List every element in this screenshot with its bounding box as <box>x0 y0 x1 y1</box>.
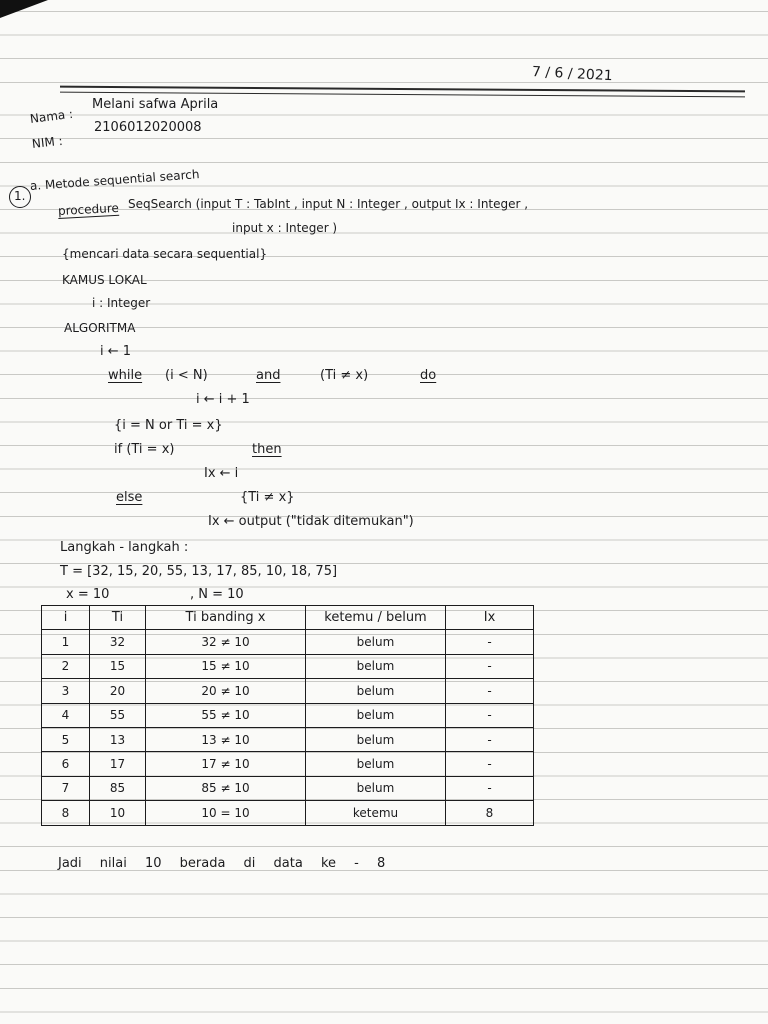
steps-heading: Langkah - langkah : <box>60 540 189 555</box>
cell-i: 3 <box>42 679 90 703</box>
col-header-ti: Ti <box>90 606 146 630</box>
procedure-keyword: procedure <box>57 200 120 218</box>
n-value: , N = 10 <box>190 587 244 602</box>
cell-compare: 13 ≠ 10 <box>146 727 306 751</box>
cell-ti: 85 <box>90 776 146 800</box>
cell-i: 2 <box>42 654 90 678</box>
cell-status: belum <box>306 654 446 678</box>
table-row <box>42 679 534 703</box>
array-definition: T = [32, 15, 20, 55, 13, 17, 85, 10, 18, 75] <box>60 564 338 579</box>
table-row <box>42 630 534 654</box>
procedure-signature: SeqSearch (input T : TabInt , input N : Integer , output Ix : Integer , <box>128 197 529 211</box>
cell-status: belum <box>306 679 446 703</box>
if-line: if (Ti = x) <box>114 442 175 457</box>
cell-ix: - <box>446 630 534 654</box>
cell-ix: - <box>446 703 534 727</box>
and-keyword: and <box>256 368 281 383</box>
cell-i: 1 <box>42 630 90 654</box>
cell-status: belum <box>306 727 446 751</box>
cell-compare: 20 ≠ 10 <box>146 679 306 703</box>
assign-line: Ix ← i <box>204 466 239 481</box>
conclusion: Jadi nilai 10 berada di data ke - 8 <box>58 856 386 871</box>
section-title: a. Metode sequential search <box>29 167 200 193</box>
do-keyword: do <box>420 368 437 383</box>
cell-compare: 55 ≠ 10 <box>146 703 306 727</box>
cell-i: 4 <box>42 703 90 727</box>
table-row <box>42 752 534 776</box>
cell-ix: - <box>446 679 534 703</box>
while-keyword: while <box>108 368 143 383</box>
trace-table <box>41 605 533 826</box>
cell-i: 8 <box>42 801 90 825</box>
cell-compare: 10 = 10 <box>146 801 306 825</box>
col-header-compare: Ti banding x <box>146 606 306 630</box>
procedure-comment: {mencari data secara sequential} <box>62 247 268 261</box>
question-number: 1. <box>14 189 26 203</box>
cell-compare: 85 ≠ 10 <box>146 776 306 800</box>
algo-init: i ← 1 <box>100 344 132 359</box>
kamus-heading: KAMUS LOKAL <box>62 273 147 287</box>
x-value: x = 10 <box>66 587 110 602</box>
table-row <box>42 801 534 825</box>
cell-status: ketemu <box>306 801 446 825</box>
procedure-signature-2: input x : Integer ) <box>232 221 338 235</box>
while-condition-2: (Ti ≠ x) <box>320 368 369 383</box>
cell-ti: 13 <box>90 727 146 751</box>
nim-label: NIM : <box>31 133 64 151</box>
cell-i: 5 <box>42 727 90 751</box>
algoritma-heading: ALGORITMA <box>64 321 136 335</box>
page-corner-shadow <box>0 0 48 18</box>
output-line: Ix ← output ("tidak ditemukan") <box>208 514 414 529</box>
name-label: Nama : <box>29 106 74 126</box>
cell-ti: 17 <box>90 752 146 776</box>
cell-compare: 15 ≠ 10 <box>146 654 306 678</box>
loop-condition-comment: {i = N or Ti = x} <box>114 418 223 433</box>
cell-ix: 8 <box>446 801 534 825</box>
while-condition: (i < N) <box>165 368 208 383</box>
name-value: Melani safwa Aprila <box>92 97 219 112</box>
col-header-ix: Ix <box>446 606 534 630</box>
cell-ti: 55 <box>90 703 146 727</box>
cell-status: belum <box>306 776 446 800</box>
else-comment: {Ti ≠ x} <box>240 490 295 505</box>
cell-i: 7 <box>42 776 90 800</box>
cell-i: 6 <box>42 752 90 776</box>
header-rule <box>60 86 745 92</box>
col-header-status: ketemu / belum <box>306 606 446 630</box>
cell-status: belum <box>306 703 446 727</box>
col-header-i: i <box>42 606 90 630</box>
algo-increment: i ← i + 1 <box>196 392 250 407</box>
cell-ix: - <box>446 727 534 751</box>
else-keyword: else <box>116 490 143 505</box>
cell-ix: - <box>446 654 534 678</box>
date: 7 / 6 / 2021 <box>531 64 613 85</box>
kamus-variable: i : Integer <box>92 296 151 310</box>
cell-compare: 32 ≠ 10 <box>146 630 306 654</box>
cell-compare: 17 ≠ 10 <box>146 752 306 776</box>
table-header-row <box>42 606 534 630</box>
table-row <box>42 727 534 751</box>
cell-status: belum <box>306 630 446 654</box>
table-row <box>42 703 534 727</box>
then-keyword: then <box>252 442 282 457</box>
cell-ix: - <box>446 752 534 776</box>
nim-value: 2106012020008 <box>94 120 202 135</box>
table-row <box>42 776 534 800</box>
cell-ti: 15 <box>90 654 146 678</box>
cell-ti: 20 <box>90 679 146 703</box>
cell-status: belum <box>306 752 446 776</box>
cell-ti: 32 <box>90 630 146 654</box>
table-row <box>42 654 534 678</box>
cell-ti: 10 <box>90 801 146 825</box>
cell-ix: - <box>446 776 534 800</box>
